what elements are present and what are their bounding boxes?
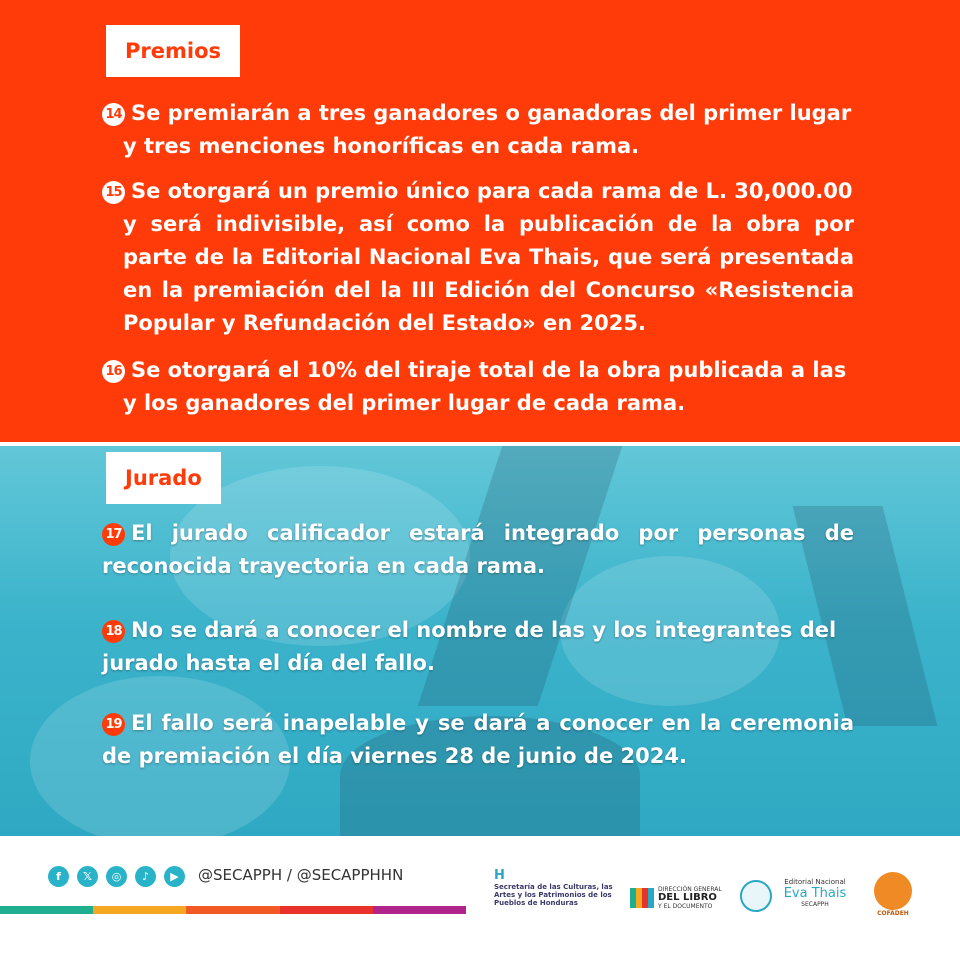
premios-item-14: 14 Se premiarán a tres ganadores o ganadoras del primer lugar y tres menciones honoríficas en cada rama. (102, 97, 854, 163)
premios-item-15: 15 Se otorgará un premio único para cada rama de L. 30,000.00 y será indivisible, así como la publicación de la obra por parte de la Editorial Nacional Eva Thais, que será presentada en la premiación del la III Edición del Concurso «Resistencia Popular y Refundación del Estado» en 2025. (102, 175, 854, 340)
youtube-icon[interactable]: ▶ (164, 866, 185, 887)
premios-heading: Premios (106, 25, 240, 77)
stripe-segment (0, 906, 93, 914)
jurado-heading: Jurado (106, 452, 221, 504)
jurado-item-17: 17 El jurado calificador estará integrado por personas de reconocida trayectoria en cada rama. (102, 521, 854, 578)
jurado-item-19: 19 El fallo será inapelable y se dará a conocer en la ceremonia de premiación el día viernes 28 de junio de 2024. (102, 711, 854, 768)
tiktok-icon[interactable]: ♪ (135, 866, 156, 887)
number-badge: 17 (102, 523, 125, 546)
color-stripe (0, 906, 466, 914)
stripe-segment (93, 906, 186, 914)
number-badge: 14 (102, 103, 125, 126)
secretaria-logo-text: Secretaría de las Culturas, las Artes y los Patrimonios de los Pueblos de Honduras (494, 883, 613, 907)
premios-section (0, 0, 960, 442)
cofadeh-globe-icon (874, 872, 912, 910)
instagram-icon[interactable]: ◎ (106, 866, 127, 887)
stripe-segment (186, 906, 279, 914)
book-icon (630, 888, 654, 908)
number-badge: 18 (102, 620, 125, 643)
number-badge: 16 (102, 360, 125, 383)
x-icon[interactable]: 𝕏 (77, 866, 98, 887)
number-badge: 19 (102, 713, 125, 736)
social-icons (48, 866, 185, 887)
eva-thais-portrait-icon (740, 880, 772, 912)
facebook-icon[interactable]: f (48, 866, 69, 887)
stripe-segment (373, 906, 466, 914)
number-badge: 15 (102, 181, 125, 204)
secretaria-mark: H (494, 868, 505, 883)
social-handles: @SECAPPH / @SECAPPHHN (198, 866, 404, 884)
stripe-segment (280, 906, 373, 914)
premios-item-16: 16 Se otorgará el 10% del tiraje total de la obra publicada a las y los ganadores del primer lugar de cada rama. (102, 354, 854, 420)
jurado-item-18: 18 No se dará a conocer el nombre de las y los integrantes del jurado hasta el día del fallo. (102, 618, 837, 675)
footer: f 𝕏 ◎ ♪ ▶ @SECAPPH / @SECAPPHHN H Secretaría de las Culturas, las Artes y los Patrimonios de los Pueblos de Honduras DIRECCIÓN GENERAL DEL LIBRO Y EL DOCUMENTO Editorial Nacional Eva Thais SECAPPH COFADEH (0, 836, 960, 960)
cofadeh-logo: COFADEH (866, 866, 920, 920)
secretaria-logo (494, 868, 626, 907)
jurado-section (0, 446, 960, 836)
